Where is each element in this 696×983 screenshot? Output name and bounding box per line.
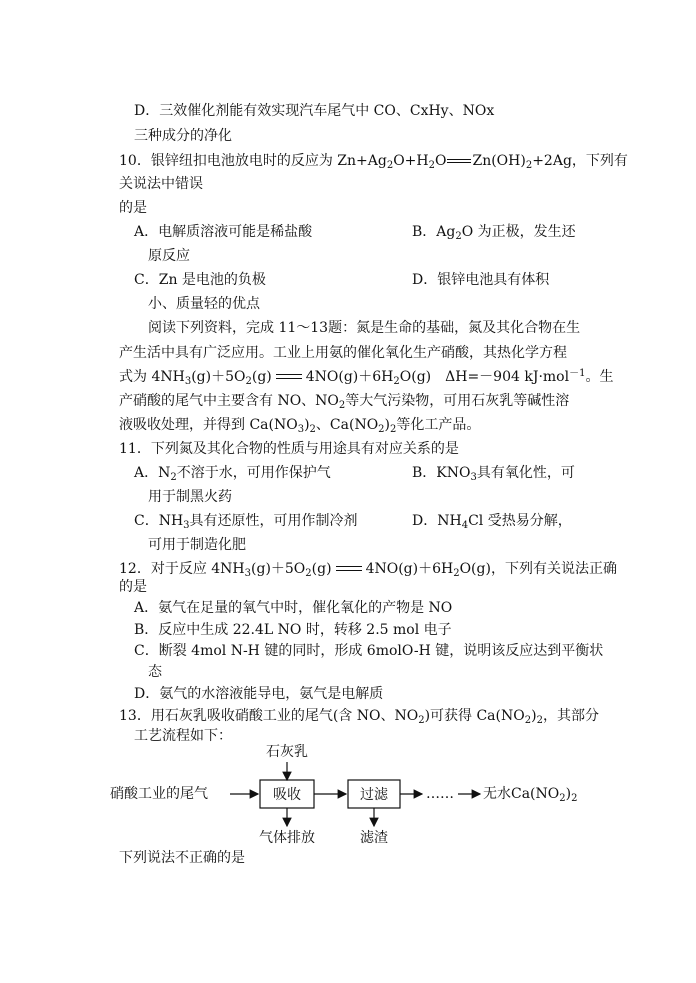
q11-option-b: B．$KNO_3$具有氧化性，可 bbox=[412, 465, 575, 483]
q12-option-a: A．氨气在足量的氧气中时，催化氧化的产物是 NO bbox=[134, 600, 453, 616]
passage-line-5: 液吸收处理，并得到 $Ca(NO_3)_2$、$Ca(NO_2)_2$等化工产品。 bbox=[119, 417, 481, 435]
equilibrium-arrow-icon bbox=[336, 564, 362, 574]
q10-option-d-cont: 小、质量轻的优点 bbox=[148, 296, 260, 312]
q12-option-d: D．氨气的水溶液能导电，氨气是电解质 bbox=[134, 686, 384, 702]
q11-option-c: C．$NH_3$具有还原性，可用作制冷剂 bbox=[134, 513, 358, 531]
process-flow-diagram bbox=[100, 740, 600, 850]
passage-line-1: 阅读下列资料，完成 11～13题：氮是生命的基础，氮及其化合物在生 bbox=[148, 320, 581, 336]
flow-out-gas: 气体排放 bbox=[259, 830, 315, 846]
passage-line-4: 产硝酸的尾气中主要含有 NO、$NO_2$等大气污染物，可用石灰乳等碱性溶 bbox=[119, 393, 570, 411]
equals-sign-icon bbox=[447, 157, 471, 165]
q10-option-b: B．$Ag_2O$ 为正极，发生还 bbox=[412, 224, 576, 242]
flow-out-residue: 滤渣 bbox=[360, 830, 388, 846]
q12-option-b: B．反应中生成 22.4L NO 时，转移 2.5 mol 电子 bbox=[134, 622, 452, 638]
q12-option-c-cont: 态 bbox=[148, 664, 162, 680]
q13-stem-line2: 工艺流程如下： bbox=[134, 728, 232, 744]
q10-stem-line2: 关说法中错误 bbox=[119, 176, 203, 192]
q11-option-a: A．$N_2$不溶于水，可用作保护气 bbox=[134, 465, 331, 483]
q10-option-b-cont: 原反应 bbox=[148, 248, 190, 264]
q10-option-d: D．银锌电池具有体积 bbox=[412, 272, 550, 288]
q11-stem: 11．下列氮及其化合物的性质与用途具有对应关系的是 bbox=[119, 441, 459, 457]
q9-option-d-cont: 三种成分的净化 bbox=[134, 128, 232, 144]
flow-product: 无水$Ca(NO_2)_2$ bbox=[483, 786, 578, 804]
q10-option-a: A．电解质溶液可能是稀盐酸 bbox=[134, 224, 313, 240]
box-filter-label: 过滤 bbox=[360, 787, 388, 803]
q10-stem-line3: 的是 bbox=[119, 200, 147, 216]
q12-stem-line2: 的是 bbox=[119, 579, 147, 595]
passage-line-3: 式为 $4NH_3(g)+5O_2(g)$ $4NO(g)+6H_2O(g)$ ΔH=－904 kJ·mol$^{-1}$。生 bbox=[119, 368, 614, 387]
q11-option-d: D．$NH_4Cl$ 受热易分解， bbox=[412, 513, 572, 531]
box-absorb-label: 吸收 bbox=[273, 787, 301, 803]
q12-option-c: C．断裂 4mol N-H 键的同时，形成 6molO-H 键，说明该反应达到平衡状 bbox=[134, 643, 604, 659]
q12-stem: 12．对于反应 $4NH_3(g)+5O_2(g)$ $4NO(g)+6H_2O(g)$，下列有关说法正确 bbox=[119, 561, 617, 579]
q11-option-b-cont: 用于制黑火药 bbox=[148, 489, 232, 505]
equilibrium-arrow-icon bbox=[276, 372, 302, 382]
q10-stem: 10．银锌纽扣电池放电时的反应为 $Zn+Ag_2O+H_2O$ $Zn(OH)_2+2Ag$，下列有 bbox=[119, 153, 628, 171]
passage-line-2: 产生活中具有广泛应用。工业上用氨的催化氧化生产硝酸，其热化学方程 bbox=[119, 345, 567, 361]
q9-option-d: D．三效催化剂能有效实现汽车尾气中 CO、CxHy、NOx bbox=[134, 103, 495, 119]
q13-tail: 下列说法不正确的是 bbox=[119, 850, 245, 866]
flow-dots: …… bbox=[426, 786, 454, 802]
q11-option-d-cont: 可用于制造化肥 bbox=[148, 537, 246, 553]
q13-stem: 13．用石灰乳吸收硝酸工业的尾气(含 NO、$NO_2$)可获得 $Ca(NO_2)_2$，其部分 bbox=[119, 708, 599, 726]
flow-input-top: 石灰乳 bbox=[266, 744, 308, 760]
q10-option-c: C．Zn 是电池的负极 bbox=[134, 272, 266, 288]
flow-input-left: 硝酸工业的尾气 bbox=[110, 786, 208, 802]
